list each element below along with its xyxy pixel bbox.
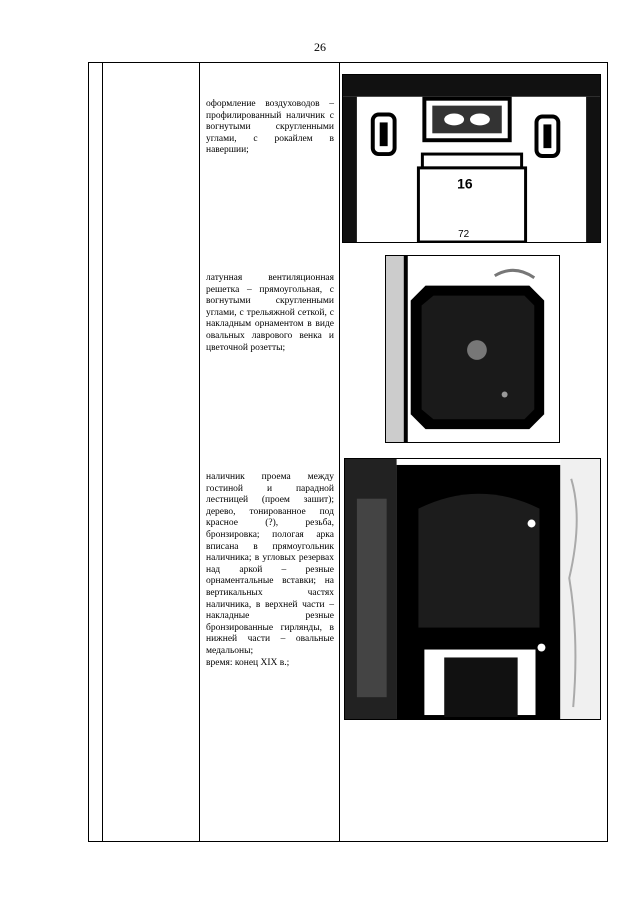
door-with-vent-grilles-photo <box>342 74 601 243</box>
row-1-description: оформление воздуховодов – профилированный наличник с вогнутыми скругленными углами, с рокайлем в навершии; <box>206 99 334 156</box>
table-column-divider <box>339 63 340 841</box>
door-number-plate: 16 <box>457 175 473 192</box>
page-number: 26 <box>314 40 326 54</box>
doorway-casing-photo <box>344 458 601 720</box>
row-2-description: латунная вентиляционная решетка – прямоугольная, с вогнутыми скругленными углами, с трельяжной сеткой, с накладным орнаментом в виде овальных лаврового венка и цветочной розетты; <box>206 273 334 353</box>
table-column-divider <box>199 63 200 841</box>
row-3-description: наличник проема между гостиной и парадной лестницей (проем зашит); дерево, тонированное под красное (?), резьба, бронзировка; пологая арка вписана в прямоугольник наличника; в угловых резервах над аркой – резные орнаментальные вставки; на вертикальных частях наличника, в верхней части – накладные резные бронзированные гирлянды, в нижней части – овальные медальоны; время: конец XIX в.; <box>206 472 334 668</box>
door-sign-fragment: 72 <box>458 229 470 241</box>
table-column-divider <box>102 63 103 841</box>
brass-vent-grille-photo <box>385 255 560 443</box>
